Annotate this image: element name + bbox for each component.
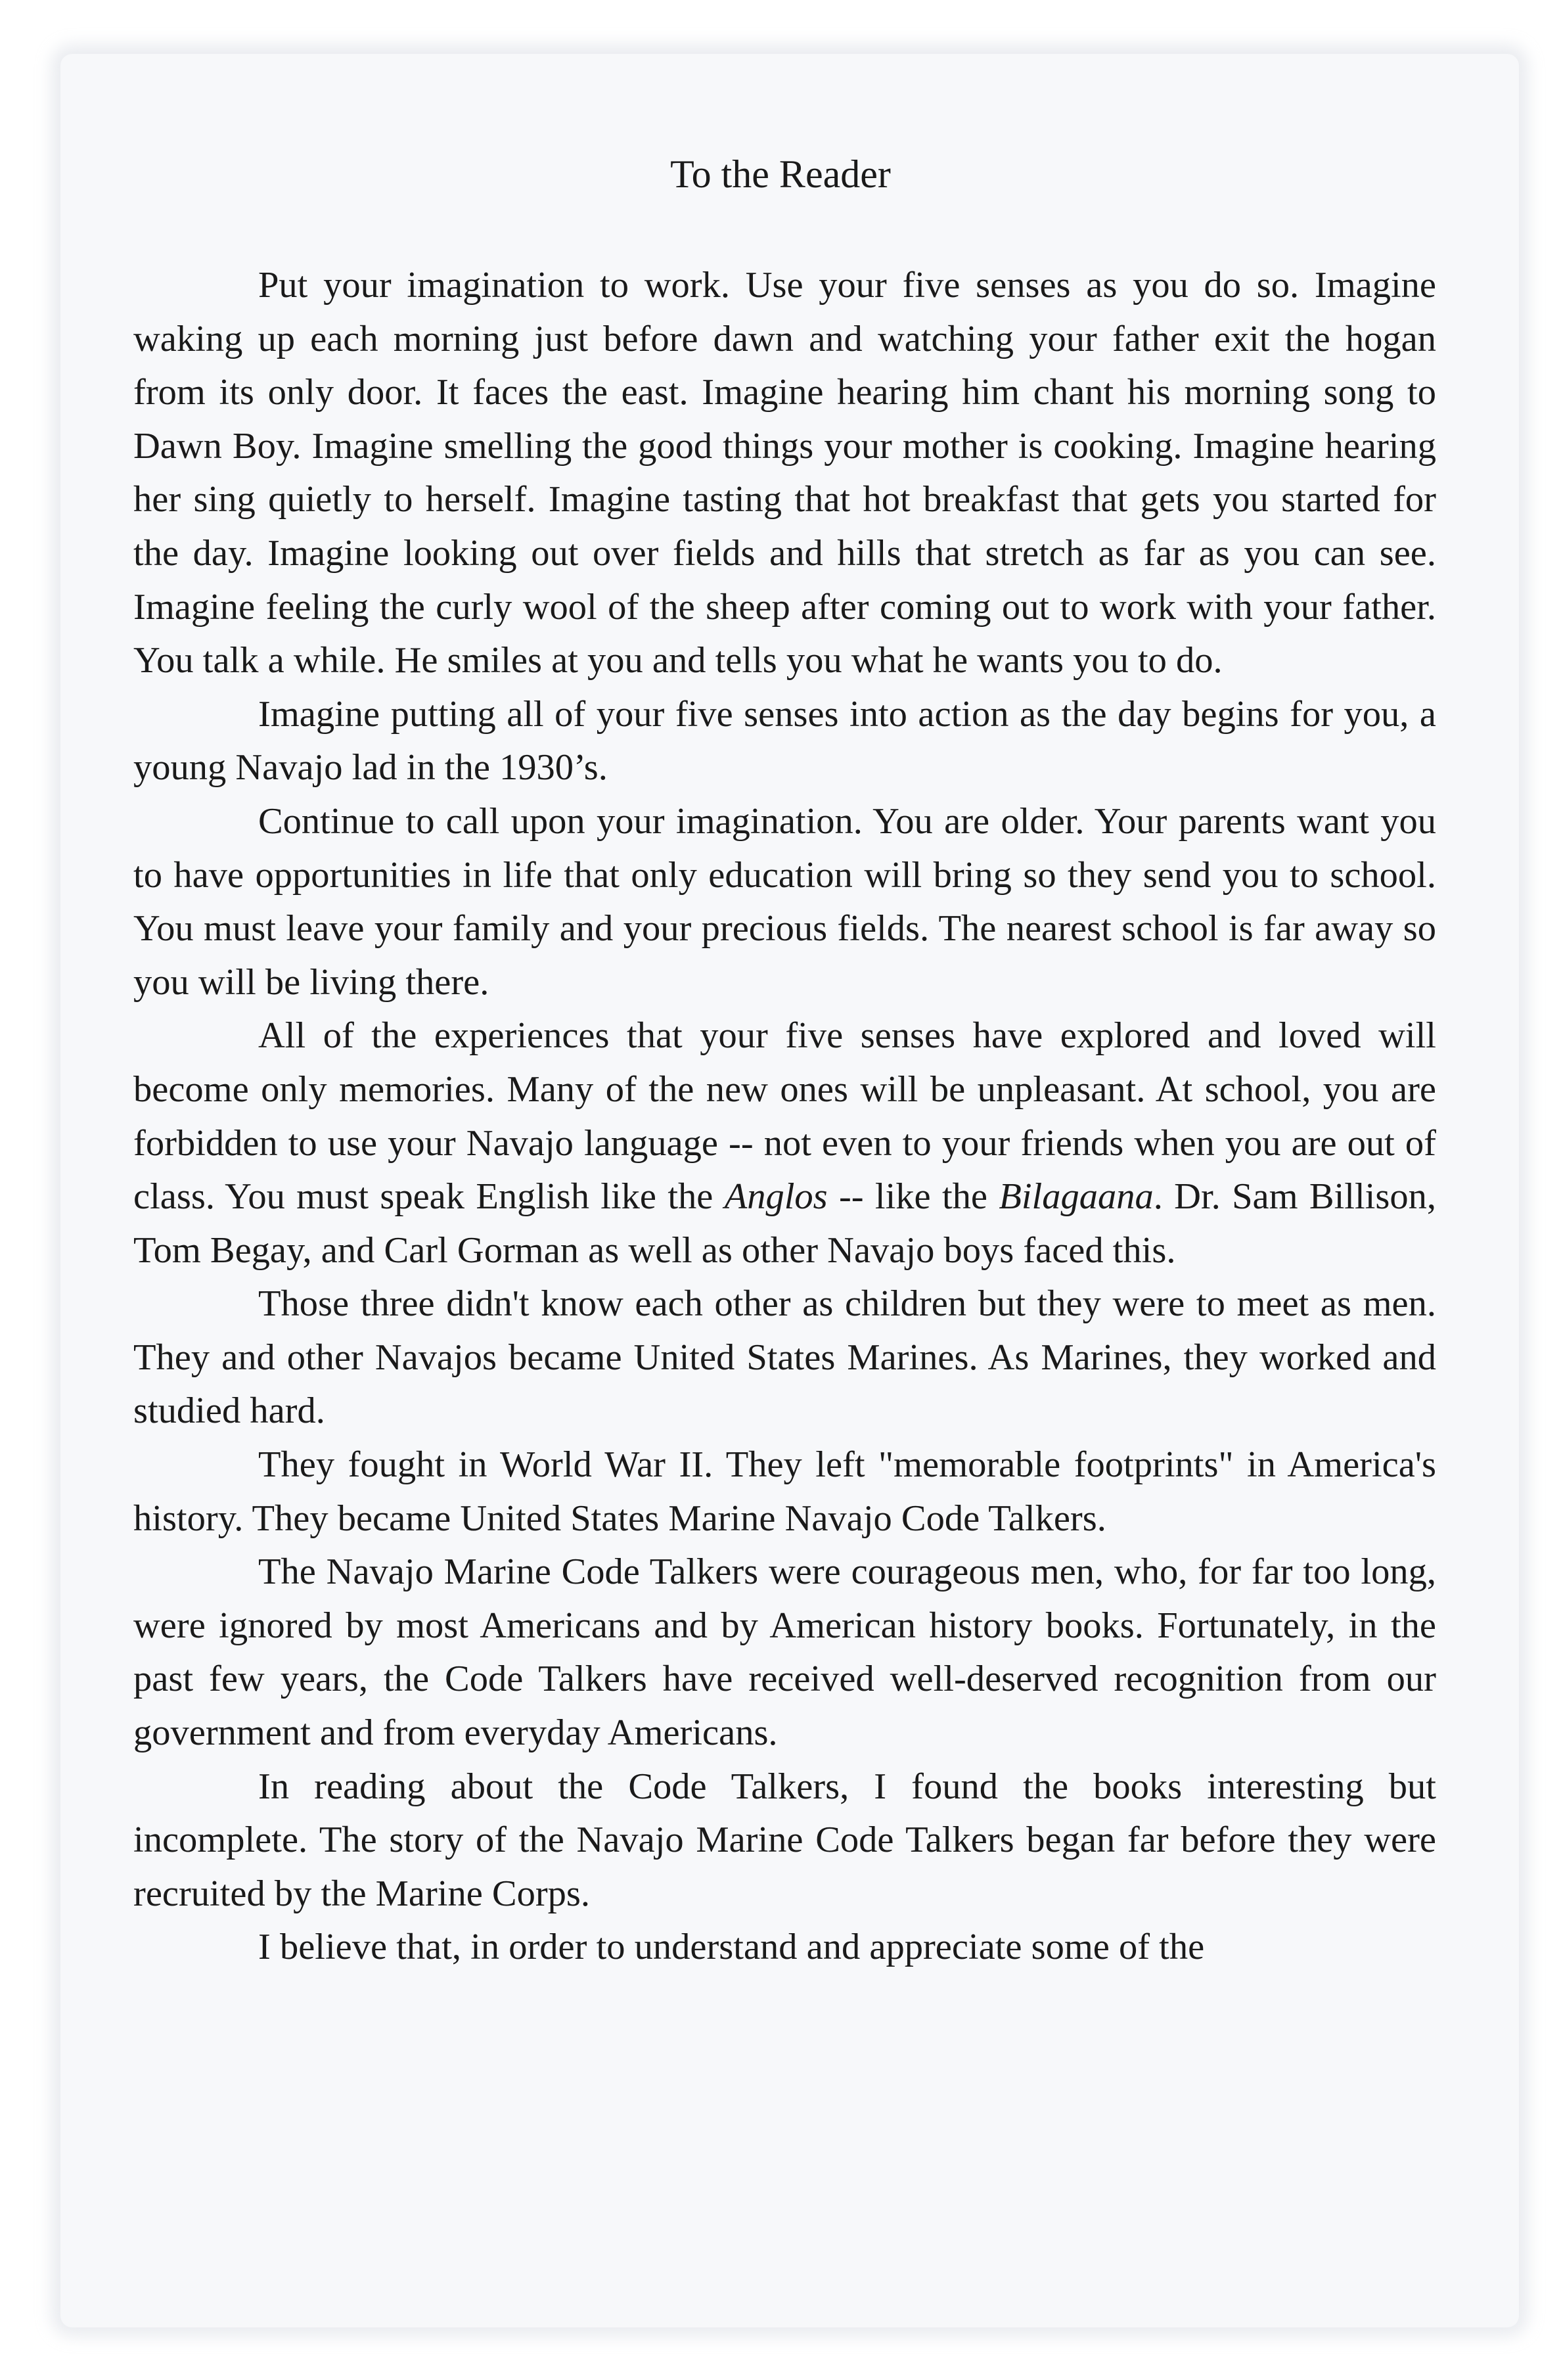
- paragraph: The Navajo Marine Code Talkers were courageous men, who, for far too long, were ignored by most Americans and by American history books. Fortunately, in the past few years, the Code Talkers have received well-deserved recognition from our government and from everyday Americans.: [133, 1551, 1436, 1754]
- paragraph-text: All of the experiences that your five senses have explored and loved will become only memories. Many of the new ones will be unpleasant. At school, you are forbidden to use your Navajo language -- not even to your friends when you are out of class. You must speak English like the: [133, 1015, 1436, 1218]
- paragraph: I believe that, in order to understand and appreciate some of the: [258, 1927, 1205, 1968]
- paragraph: Put your imagination to work. Use your five senses as you do so. Imagine waking up each morning just before dawn and watching your father exit the hogan from its only door. It faces the east. Imagine hearing him chant his morning song to Dawn Boy. Imagine smelling the good things your mother is cooking. Imagine hearing her sing quietly to herself. Imagine tasting that hot breakfast that gets you started for the day. Imagine looking out over fields and hills that stretch as far as you can see. Imagine feeling the curly wool of the sheep after coming out to work with your father. You talk a while. He smiles at you and tells you what he wants you to do.: [133, 265, 1436, 681]
- page-title: To the Reader: [670, 152, 891, 196]
- paragraph: Those three didn't know each other as children but they were to meet as men. They and other Navajos became United States Marines. As Marines, they worked and studied hard.: [133, 1283, 1436, 1432]
- italic-term-anglos: Anglos: [724, 1176, 828, 1218]
- paragraph-text: -- like the: [827, 1176, 999, 1218]
- paragraph: [133, 1009, 1436, 1277]
- paragraph: Continue to call upon your imagination. You are older. Your parents want you to have opportunities in life that only education will bring so they send you to school. You must leave your family and your precious fields. The nearest school is far away so you will be living there.: [133, 800, 1436, 1003]
- paragraph: They fought in World War II. They left "memorable footprints" in America's history. They became United States Marine Navajo Code Talkers.: [133, 1444, 1436, 1539]
- italic-term-bilagaana: Bilagaana: [999, 1176, 1154, 1218]
- body-text: [133, 259, 1436, 1975]
- paragraph: Imagine putting all of your five senses into action as the day begins for you, a young Navajo lad in the 1930’s.: [133, 693, 1436, 789]
- paragraph-text: . Dr. Sam Billison, Tom Begay, and Carl Gorman as well as other Navajo boys faced this.: [133, 1176, 1436, 1271]
- paragraph: In reading about the Code Talkers, I found the books interesting but incomplete. The story of the Navajo Marine Code Talkers began far before they were recruited by the Marine Corps.: [133, 1766, 1436, 1914]
